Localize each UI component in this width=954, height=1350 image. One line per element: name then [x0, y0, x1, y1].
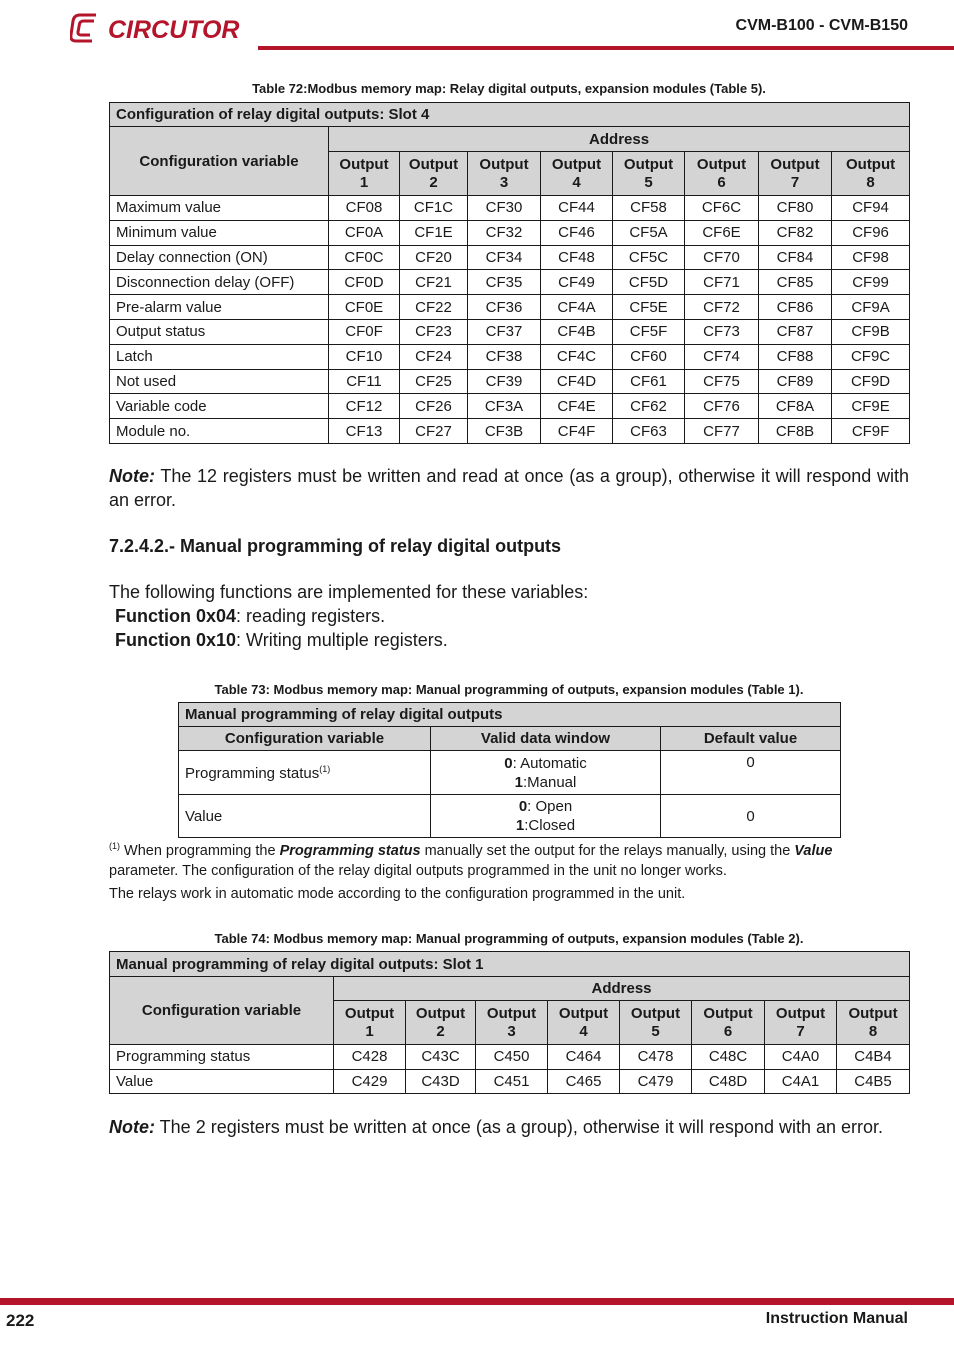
address-cell: CF0A — [329, 220, 400, 245]
table73-caption: Table 73: Modbus memory map: Manual programming of outputs, expansion modules (Table 1). — [214, 682, 804, 697]
address-cell: CF99 — [832, 270, 910, 295]
output-header — [468, 152, 541, 196]
option-code: 1 — [515, 817, 525, 834]
output-header-label: Output — [551, 155, 602, 173]
address-cell: CF12 — [329, 394, 400, 419]
table74-section: Manual programming of relay digital outputs: Slot 1 — [110, 952, 910, 977]
table-row — [110, 369, 910, 394]
row-label: Output status — [110, 319, 329, 344]
row-label: Not used — [110, 369, 329, 394]
output-header-number: 1 — [359, 173, 369, 191]
footer-title: Instruction Manual — [765, 1310, 908, 1327]
footnote-line-1 — [109, 836, 909, 861]
window-option — [431, 773, 660, 792]
default-value: 0 — [661, 795, 841, 838]
address-cell: CF38 — [468, 344, 541, 369]
row-label — [179, 751, 431, 795]
address-cell: C464 — [548, 1045, 620, 1070]
address-cell: CF48 — [541, 245, 613, 270]
table-row — [179, 751, 841, 795]
address-cell: CF23 — [400, 319, 468, 344]
option-text: : Open — [527, 798, 573, 815]
address-cell: CF86 — [759, 295, 832, 320]
function-10-line — [109, 628, 909, 652]
address-cell: CF9C — [832, 344, 910, 369]
address-cell: CF5E — [613, 295, 685, 320]
output-header-number: 2 — [436, 1022, 445, 1040]
output-header-label: Output — [486, 1004, 537, 1022]
circutor-logo — [70, 10, 250, 46]
address-cell: CF6E — [685, 220, 759, 245]
data-window-cell — [431, 751, 661, 795]
row-label: Latch — [110, 344, 329, 369]
address-cell: CF96 — [832, 220, 910, 245]
footnote-text: When programming the — [120, 842, 280, 859]
output-header-number: 6 — [717, 173, 726, 191]
address-cell: C4A0 — [765, 1045, 837, 1070]
output-header — [406, 1001, 476, 1045]
output-header-label: Output — [848, 1004, 898, 1022]
address-cell: CF82 — [759, 220, 832, 245]
address-cell: CF70 — [685, 245, 759, 270]
function-04-text: : reading registers. — [236, 606, 386, 626]
table-row — [110, 196, 910, 221]
row-label: Value — [179, 795, 431, 838]
document-title: CVM-B100 - CVM-B150 — [735, 17, 908, 34]
address-cell: C450 — [476, 1045, 548, 1070]
address-cell: CF61 — [613, 369, 685, 394]
address-cell: CF27 — [400, 419, 468, 444]
output-header-number: 3 — [507, 1022, 516, 1040]
address-cell: C478 — [620, 1045, 692, 1070]
table-row — [110, 319, 910, 344]
option-code: 1 — [514, 773, 523, 791]
output-header-label: Output — [770, 155, 820, 173]
address-cell: CF84 — [759, 245, 832, 270]
address-cell: CF88 — [759, 344, 832, 369]
table-row — [110, 245, 910, 270]
output-header-label: Output — [339, 155, 389, 173]
intro-line: The following functions are implemented for these variables: — [109, 582, 589, 602]
address-cell: CF25 — [400, 369, 468, 394]
note-1-label: Note: — [109, 466, 155, 486]
header-rule — [258, 46, 954, 50]
output-header-number: 6 — [723, 1022, 733, 1040]
output-header-label: Output — [696, 155, 747, 173]
output-header-label: Output — [558, 1004, 609, 1022]
row-label: Disconnection delay (OFF) — [110, 270, 329, 295]
table-row — [110, 295, 910, 320]
output-header — [400, 152, 468, 196]
address-cell: CF13 — [329, 419, 400, 444]
window-option — [431, 754, 660, 773]
table-row — [110, 419, 910, 444]
address-cell: CF77 — [685, 419, 759, 444]
output-header — [837, 1001, 910, 1045]
output-header-label: Output — [630, 1004, 681, 1022]
address-cell: CF3B — [468, 419, 541, 444]
note-1 — [109, 464, 909, 512]
address-cell: C48D — [692, 1069, 765, 1094]
output-header-label: Output — [775, 1004, 826, 1022]
address-cell: CF4D — [541, 369, 613, 394]
page-number: 222 — [6, 1311, 35, 1330]
address-cell: CF4F — [541, 419, 613, 444]
address-cell: CF4C — [541, 344, 613, 369]
footnote-line-2: parameter. The configuration of the relay digital outputs programmed in the unit no longer works. — [109, 862, 727, 879]
row-label: Maximum value — [110, 196, 329, 221]
output-header — [548, 1001, 620, 1045]
address-cell: CF3A — [468, 394, 541, 419]
address-cell: CF22 — [400, 295, 468, 320]
option-text: :Manual — [522, 773, 577, 791]
function-10-name: Function 0x10 — [115, 630, 237, 650]
output-header — [685, 152, 759, 196]
output-header-label: Output — [623, 155, 674, 173]
option-text: : Automatic — [512, 754, 587, 772]
address-cell: CF62 — [613, 394, 685, 419]
address-cell: CF9E — [832, 394, 910, 419]
footnote-line-3: The relays work in automatic mode according to the configuration programmed in the unit. — [109, 885, 686, 902]
address-cell: CF0C — [329, 245, 400, 270]
option-text: :Closed — [524, 817, 576, 834]
address-cell: CF5F — [613, 319, 685, 344]
function-04-name: Function 0x04 — [115, 606, 237, 626]
table72 — [109, 102, 910, 444]
address-cell: CF34 — [468, 245, 541, 270]
note-2-label: Note: — [109, 1117, 155, 1137]
row-label: Pre-alarm value — [110, 295, 329, 320]
address-cell: CF63 — [613, 419, 685, 444]
output-header-number: 2 — [429, 173, 438, 191]
address-cell: CF89 — [759, 369, 832, 394]
table-row — [110, 1069, 910, 1094]
address-cell: CF4B — [541, 319, 613, 344]
table73-section: Manual programming of relay digital outputs — [179, 703, 841, 727]
output-header-label: Output — [408, 155, 459, 173]
address-cell: CF36 — [468, 295, 541, 320]
address-cell: C4B5 — [837, 1069, 910, 1094]
address-cell: CF73 — [685, 319, 759, 344]
address-cell: CF87 — [759, 319, 832, 344]
table73-header-default: Default value — [661, 727, 841, 751]
address-cell: CF8B — [759, 419, 832, 444]
address-cell: CF20 — [400, 245, 468, 270]
address-cell: CF0D — [329, 270, 400, 295]
row-label: Minimum value — [110, 220, 329, 245]
output-header-label: Output — [845, 155, 896, 173]
window-option — [431, 797, 660, 816]
address-cell: CF72 — [685, 295, 759, 320]
output-header — [620, 1001, 692, 1045]
output-header — [613, 152, 685, 196]
table74 — [109, 951, 910, 1094]
address-cell: CF39 — [468, 369, 541, 394]
output-header-number: 4 — [579, 1022, 588, 1040]
output-header-number: 7 — [790, 173, 800, 191]
table-row — [110, 270, 910, 295]
address-cell: CF0F — [329, 319, 400, 344]
output-header-number: 7 — [796, 1022, 805, 1040]
table74-caption: Table 74: Modbus memory map: Manual programming of outputs, expansion modules (Table 2). — [214, 931, 804, 946]
address-cell: CF58 — [613, 196, 685, 221]
address-cell: CF8A — [759, 394, 832, 419]
footnote-text: manually set the output for the relays manually, using the — [420, 842, 795, 859]
output-header-label: Output — [415, 1004, 466, 1022]
output-header — [334, 1001, 406, 1045]
function-10-text: : Writing multiple registers. — [236, 630, 448, 650]
address-cell: C43C — [406, 1045, 476, 1070]
address-cell: CF4A — [541, 295, 613, 320]
address-cell: C429 — [334, 1069, 406, 1094]
output-header — [832, 152, 910, 196]
table74-address-header: Address — [334, 977, 910, 1001]
output-header-label: Output — [479, 155, 529, 173]
address-cell: CF35 — [468, 270, 541, 295]
address-cell: C451 — [476, 1069, 548, 1094]
footnote-ref: (1) — [319, 763, 331, 774]
output-header-label: Output — [344, 1004, 395, 1022]
option-code: 0 — [504, 754, 513, 772]
table72-section: Configuration of relay digital outputs: Slot 4 — [110, 103, 910, 127]
address-cell: CF9D — [832, 369, 910, 394]
address-cell: CF4E — [541, 394, 613, 419]
address-cell: CF1C — [400, 196, 468, 221]
footnote-emphasis: Programming status — [279, 842, 421, 859]
address-cell: C428 — [334, 1045, 406, 1070]
address-cell: C48C — [692, 1045, 765, 1070]
output-header — [329, 152, 400, 196]
address-cell: CF9F — [832, 419, 910, 444]
table72-address-header: Address — [329, 127, 910, 152]
address-cell: CF11 — [329, 369, 400, 394]
output-header — [541, 152, 613, 196]
output-header-number: 5 — [644, 173, 653, 191]
address-cell: CF85 — [759, 270, 832, 295]
row-label: Module no. — [110, 419, 329, 444]
address-cell: CF24 — [400, 344, 468, 369]
table74-var-header: Configuration variable — [110, 977, 334, 1045]
address-cell: CF76 — [685, 394, 759, 419]
output-header — [759, 152, 832, 196]
address-cell: C43D — [406, 1069, 476, 1094]
footnote — [109, 836, 909, 904]
address-cell: CF21 — [400, 270, 468, 295]
output-header — [476, 1001, 548, 1045]
address-cell: CF94 — [832, 196, 910, 221]
footnote-marker: (1) — [109, 841, 120, 851]
address-cell: CF5A — [613, 220, 685, 245]
table73-header-window: Valid data window — [431, 727, 661, 751]
address-cell: CF0E — [329, 295, 400, 320]
address-cell: C4B4 — [837, 1045, 910, 1070]
address-cell: C4A1 — [765, 1069, 837, 1094]
row-label: Variable code — [110, 394, 329, 419]
address-cell: C465 — [548, 1069, 620, 1094]
address-cell: CF71 — [685, 270, 759, 295]
address-cell: CF6C — [685, 196, 759, 221]
address-cell: CF08 — [329, 196, 400, 221]
footer-rule — [0, 1298, 954, 1305]
output-header-number: 8 — [866, 173, 875, 191]
address-cell: CF30 — [468, 196, 541, 221]
address-cell: CF5C — [613, 245, 685, 270]
address-cell: CF9B — [832, 319, 910, 344]
table-row — [110, 344, 910, 369]
output-header — [765, 1001, 837, 1045]
address-cell: CF1E — [400, 220, 468, 245]
address-cell: CF75 — [685, 369, 759, 394]
data-window-cell — [431, 795, 661, 838]
table72-caption: Table 72:Modbus memory map: Relay digital outputs, expansion modules (Table 5). — [252, 81, 766, 96]
option-code: 0 — [518, 798, 528, 815]
footnote-emphasis: Value — [794, 842, 833, 859]
table72-var-header: Configuration variable — [110, 127, 329, 196]
table-row — [110, 220, 910, 245]
note-1-text: The 12 registers must be written and read at once (as a group), otherwise it will respond with an error. — [109, 466, 909, 510]
table73 — [178, 702, 841, 838]
address-cell: CF49 — [541, 270, 613, 295]
window-option — [431, 816, 660, 835]
table73-header-variable: Configuration variable — [179, 727, 431, 751]
intro — [109, 580, 909, 652]
note-2 — [109, 1115, 909, 1139]
address-cell: CF5D — [613, 270, 685, 295]
output-header-label: Output — [703, 1004, 753, 1022]
table-row — [110, 394, 910, 419]
address-cell: CF80 — [759, 196, 832, 221]
address-cell: CF98 — [832, 245, 910, 270]
row-label-text: Programming status — [185, 764, 320, 782]
note-2-text: The 2 registers must be written at once (as a group), otherwise it will respond with an error. — [155, 1117, 883, 1137]
table-row — [110, 1045, 910, 1070]
output-header-number: 1 — [365, 1022, 374, 1040]
row-label: Delay connection (ON) — [110, 245, 329, 270]
address-cell: CF37 — [468, 319, 541, 344]
address-cell: C479 — [620, 1069, 692, 1094]
svg-text:CIRCUTOR: CIRCUTOR — [108, 16, 240, 44]
output-header — [692, 1001, 765, 1045]
row-label: Value — [110, 1069, 334, 1094]
address-cell: CF10 — [329, 344, 400, 369]
output-header-number: 5 — [651, 1022, 660, 1040]
address-cell: CF60 — [613, 344, 685, 369]
address-cell: CF9A — [832, 295, 910, 320]
address-cell: CF32 — [468, 220, 541, 245]
output-header-number: 4 — [572, 173, 581, 191]
function-04-line — [109, 604, 909, 628]
address-cell: CF26 — [400, 394, 468, 419]
table-row — [179, 795, 841, 838]
row-label: Programming status — [110, 1045, 334, 1070]
address-cell: CF74 — [685, 344, 759, 369]
default-value: 0 — [661, 751, 841, 795]
address-cell: CF46 — [541, 220, 613, 245]
section-heading: 7.2.4.2.- Manual programming of relay digital outputs — [109, 536, 562, 556]
address-cell: CF44 — [541, 196, 613, 221]
output-header-number: 3 — [499, 173, 509, 191]
output-header-number: 8 — [868, 1022, 878, 1040]
